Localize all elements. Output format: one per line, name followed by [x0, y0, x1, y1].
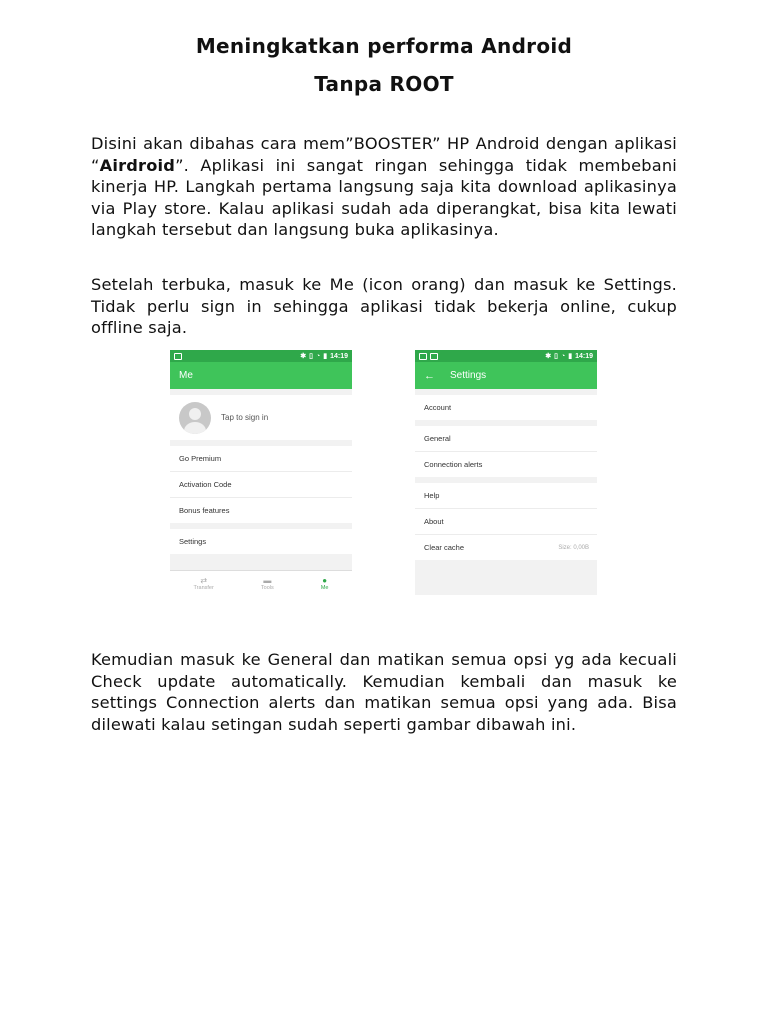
status-time: 14:19: [575, 352, 593, 360]
paragraph-general-settings: Kemudian masuk ke General dan matikan semua opsi yg ada kecuali Check update automatically. Kemudian kembali dan masuk ke settings Connection alerts dan matikan semua opsi yang ada. Bisa dilewati kalau setingan sudah seperti gambar dibawah ini.: [91, 650, 677, 734]
appbar-title: Me: [179, 370, 193, 381]
alarm-icon: ◔: [561, 352, 566, 360]
alarm-icon: ◔: [316, 352, 321, 360]
cache-size: Size: 0,00B: [558, 544, 589, 551]
app-name-bold: Airdroid: [99, 155, 176, 175]
bottom-navigation: [170, 570, 352, 595]
settings-screen-screenshot: [415, 350, 597, 595]
settings-item-clear-cache[interactable]: Clear cache Size: 0,00B: [424, 543, 589, 552]
settings-item-general[interactable]: General: [415, 426, 597, 452]
notification-icon: [174, 353, 182, 360]
nav-transfer[interactable]: ⇄ Transfer: [193, 575, 214, 591]
status-bar: [415, 350, 597, 362]
appbar: [170, 362, 352, 389]
menu-item-activation-code[interactable]: Activation Code: [170, 472, 352, 498]
settings-group-general: [415, 426, 597, 477]
person-icon: ●: [322, 575, 328, 585]
doc-title-line1: Meningkatkan performa Android: [195, 34, 573, 58]
vibrate-icon: ▯: [554, 353, 558, 360]
doc-title-line2: Tanpa ROOT: [314, 72, 454, 96]
menu-item-go-premium[interactable]: Go Premium: [170, 446, 352, 472]
settings-group: [170, 529, 352, 554]
transfer-icon: ⇄: [200, 575, 208, 585]
battery-icon: ▮: [568, 353, 573, 360]
appbar-title: Settings: [450, 370, 487, 381]
avatar-icon: [179, 402, 211, 434]
vibrate-icon: ▯: [309, 353, 313, 360]
bluetooth-icon: ✱: [545, 353, 552, 360]
intro-text-post: ”. Aplikasi ini sangat ringan sehingga tidak membebani kinerja HP. Langkah pertama langsung saja kita download aplikasinya via Play store. Kalau aplikasi sudah ada diperangkat, bisa kita lewati langkah tersebut dan langsung buka aplikasinya.: [91, 155, 677, 240]
settings-item-account[interactable]: Account: [424, 403, 452, 412]
bluetooth-icon: ✱: [300, 353, 307, 360]
paragraph-intro: [91, 133, 677, 241]
toolbox-icon: ▬: [263, 575, 272, 585]
nav-me[interactable]: ● Me: [320, 575, 329, 591]
status-time: 14:19: [330, 352, 348, 360]
paragraph-open-settings: Setelah terbuka, masuk ke Me (icon orang) dan masuk ke Settings. Tidak perlu sign in sehingga aplikasi tidak bekerja online, cukup offline saja.: [91, 275, 677, 338]
me-options-list: [170, 446, 352, 523]
me-screen-screenshot: [170, 350, 352, 595]
settings-item-connection-alerts[interactable]: Connection alerts: [424, 460, 483, 469]
image-icon: [430, 353, 438, 360]
appbar: [415, 362, 597, 389]
intro-text-pre: Disini akan dibahas cara mem”BOOSTER” HP Android dengan aplikasi “: [91, 134, 677, 175]
back-arrow-icon[interactable]: ←: [424, 369, 435, 382]
menu-item-bonus-features[interactable]: Bonus features: [179, 506, 230, 515]
sign-in-label: Tap to sign in: [221, 413, 269, 422]
notification-icon: [419, 353, 427, 360]
nav-tools[interactable]: ▬ Tools: [260, 575, 274, 591]
settings-item-help[interactable]: Help: [415, 483, 597, 509]
menu-item-settings[interactable]: Settings: [179, 537, 207, 546]
settings-group-account: [415, 395, 597, 420]
settings-item-about[interactable]: About: [415, 509, 597, 535]
status-bar: [170, 350, 352, 362]
battery-icon: ▮: [323, 353, 328, 360]
sign-in-row[interactable]: [170, 395, 352, 440]
settings-group-help: [415, 483, 597, 560]
